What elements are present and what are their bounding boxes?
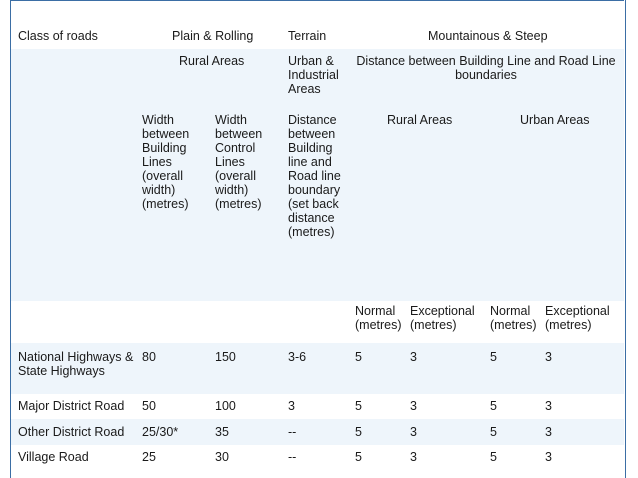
- urban-normal-line: Normal: [490, 304, 531, 318]
- road-name: Village Road: [18, 450, 89, 464]
- urban-exceptional: 3: [545, 450, 552, 464]
- urban-exceptional-line: (metres): [545, 318, 592, 332]
- urban-normal-line: (metres): [490, 318, 537, 332]
- setback-distance: 3: [288, 399, 295, 413]
- rural-normal: 5: [355, 350, 362, 364]
- wcl-line: Lines: [215, 155, 245, 169]
- rural-normal: 5: [355, 425, 362, 439]
- setback-distance: --: [288, 450, 297, 464]
- rural-exceptional: 3: [410, 350, 417, 364]
- header-terrain: Terrain: [288, 29, 327, 43]
- urban-exceptional: 3: [545, 425, 552, 439]
- control-width: 30: [215, 450, 229, 464]
- header-plain-rolling: Plain & Rolling: [172, 29, 254, 43]
- urban-exceptional: 3: [545, 350, 552, 364]
- setback-distance: --: [288, 425, 297, 439]
- header-rural-normal: [355, 304, 402, 332]
- wbl-line: Lines: [142, 155, 172, 169]
- setback-line: (metres): [288, 225, 335, 239]
- rural-exceptional: 3: [410, 450, 417, 464]
- setback-line: boundary: [288, 183, 341, 197]
- setback-line: Distance: [288, 113, 337, 127]
- header-distance-setback: [288, 113, 341, 239]
- urban-industrial-line: Urban &: [288, 54, 334, 68]
- rural-exceptional-line: (metres): [410, 318, 457, 332]
- wbl-line: (overall: [142, 169, 183, 183]
- building-width: 80: [142, 350, 156, 364]
- wbl-line: Width: [142, 113, 174, 127]
- wcl-line: width): [215, 183, 249, 197]
- setback-line: line and: [288, 155, 332, 169]
- road-name: Major District Road: [18, 399, 125, 413]
- header-urban-industrial: [288, 54, 339, 96]
- rural-exceptional: 3: [410, 425, 417, 439]
- header-mountainous-steep: Mountainous & Steep: [428, 29, 548, 43]
- control-width: 100: [215, 399, 236, 413]
- header-width-building-lines: [142, 113, 189, 211]
- urban-normal: 5: [490, 425, 497, 439]
- header-urban-normal: [490, 304, 537, 332]
- distance-between-line: Distance between Building Line and Road Line: [356, 54, 616, 68]
- rural-exceptional-line: Exceptional: [410, 304, 475, 318]
- wbl-line: Building: [142, 141, 187, 155]
- urban-normal: 5: [490, 450, 497, 464]
- header-class-of-roads: Class of roads: [18, 29, 98, 43]
- setback-line: (set back: [288, 197, 339, 211]
- wcl-line: Control: [215, 141, 256, 155]
- setback-line: distance: [288, 211, 335, 225]
- header-distance-between: [350, 54, 622, 82]
- setback-line: between: [288, 127, 336, 141]
- header-rural-areas-sub: Rural Areas: [387, 113, 453, 127]
- header-urban-areas-sub: Urban Areas: [520, 113, 590, 127]
- urban-normal: 5: [490, 350, 497, 364]
- wcl-line: (overall: [215, 169, 256, 183]
- wcl-line: between: [215, 127, 263, 141]
- building-width: 25: [142, 450, 156, 464]
- wcl-line: Width: [215, 113, 247, 127]
- rural-exceptional: 3: [410, 399, 417, 413]
- wbl-line: (metres): [142, 197, 189, 211]
- header-rural-exceptional: [410, 304, 475, 332]
- building-width: 50: [142, 399, 156, 413]
- distance-between-line: boundaries: [455, 68, 517, 82]
- road-name-line: State Highways: [18, 364, 105, 378]
- wcl-line: (metres): [215, 197, 262, 211]
- data-row-4: [11, 445, 624, 478]
- urban-industrial-line: Industrial: [288, 68, 339, 82]
- road-name: Other District Road: [18, 425, 125, 439]
- table-top-border: [10, 0, 624, 1]
- building-width: 25/30*: [142, 425, 179, 439]
- rural-normal-line: (metres): [355, 318, 402, 332]
- control-width: 35: [215, 425, 229, 439]
- rural-normal: 5: [355, 450, 362, 464]
- wbl-line: width): [142, 183, 176, 197]
- rural-normal: 5: [355, 399, 362, 413]
- rural-normal-line: Normal: [355, 304, 396, 318]
- setback-line: Road line: [288, 169, 341, 183]
- road-name-line: National Highways &: [18, 350, 134, 364]
- setback-distance: 3-6: [288, 350, 307, 364]
- header-rural-areas: Rural Areas: [179, 54, 245, 68]
- wbl-line: between: [142, 127, 190, 141]
- urban-normal: 5: [490, 399, 497, 413]
- header-width-control-lines: [215, 113, 262, 211]
- urban-exceptional-line: Exceptional: [545, 304, 610, 318]
- road-name: [18, 350, 133, 378]
- urban-exceptional: 3: [545, 399, 552, 413]
- setback-line: Building: [288, 141, 333, 155]
- urban-industrial-line: Areas: [288, 82, 321, 96]
- header-urban-exceptional: [545, 304, 610, 332]
- control-width: 150: [215, 350, 236, 364]
